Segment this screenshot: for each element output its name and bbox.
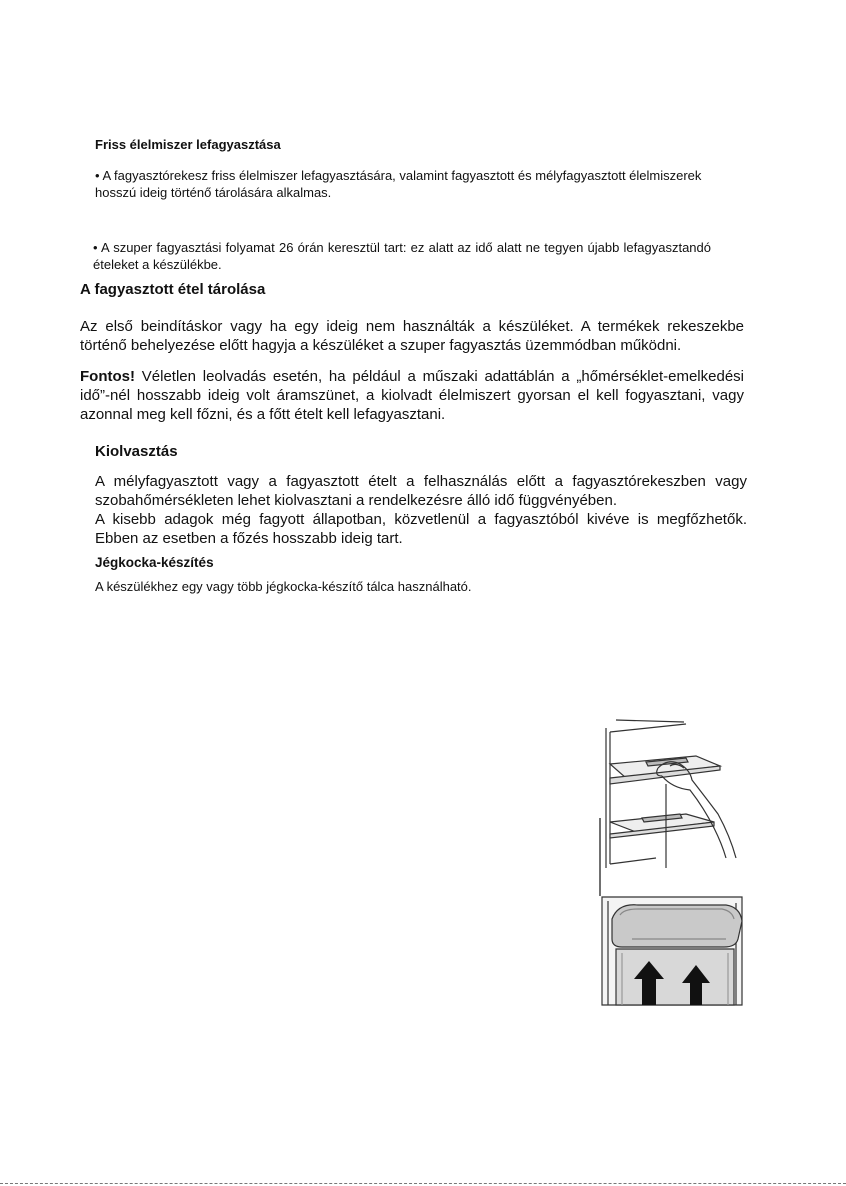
paragraph-thawing-2: A kisebb adagok még fagyott állapotban, közvetlenül a fagyasztóból kivéve is megfőzhetők. Ebben az esetben a főzés hosszabb ideig tart. [95,511,747,547]
heading-thawing: Kiolvasztás [95,443,178,460]
bullet-super-freeze: • A szuper fagyasztási folyamat 26 órán keresztül tart: ez alatt az idő alatt ne tegyen újabb lefagyasztandó ételeket a készülékbe. [93,240,711,272]
paragraph-thawing-1: A mélyfagyasztott vagy a fagyasztott ételt a felhasználás előtt a fagyasztórekeszben vagy szobahőmérsékleten lehet kiolvasztani a rendelkezésre álló idő függvényében. [95,473,747,509]
paragraph-ice-cube: A készülékhez egy vagy több jégkocka-készítő tálca használható. [95,579,472,594]
paragraph-first-start: Az első beindításkor vagy ha egy ideig nem használták a készüléket. A termékek rekeszekbe történő behelyezése előtt hagyja a készüléket a szuper fagyasztás üzemmódban működni. [80,318,744,354]
freezer-drawer-illustration [598,895,746,1007]
page-bottom-rule [0,1183,846,1184]
important-text: Véletlen leolvadás esetén, ha például a műszaki adattáblán a „hőmérséklet-emelkedési idő”-nél hosszabb ideig volt áramszünet, a kiolvadt élelmiszert gyorsan el kell fogyasztani, vagy azonnal meg kell főzni, és a főtt ételt kell lefagyasztani. [80,368,744,423]
heading-ice-cube: Jégkocka-készítés [95,555,214,570]
important-label: Fontos! [80,368,135,385]
shelf-removal-illustration [596,718,746,898]
heading-fresh-food-freezing: Friss élelmiszer lefagyasztása [95,137,281,152]
heading-frozen-food-storage: A fagyasztott étel tárolása [80,281,266,298]
paragraph-important [80,367,744,424]
bullet-freezer-use: • A fagyasztórekesz friss élelmiszer lefagyasztására, valamint fagyasztott és mélyfagyasztott élelmiszerek hosszú ideig történő tárolására alkalmas. [95,168,702,200]
